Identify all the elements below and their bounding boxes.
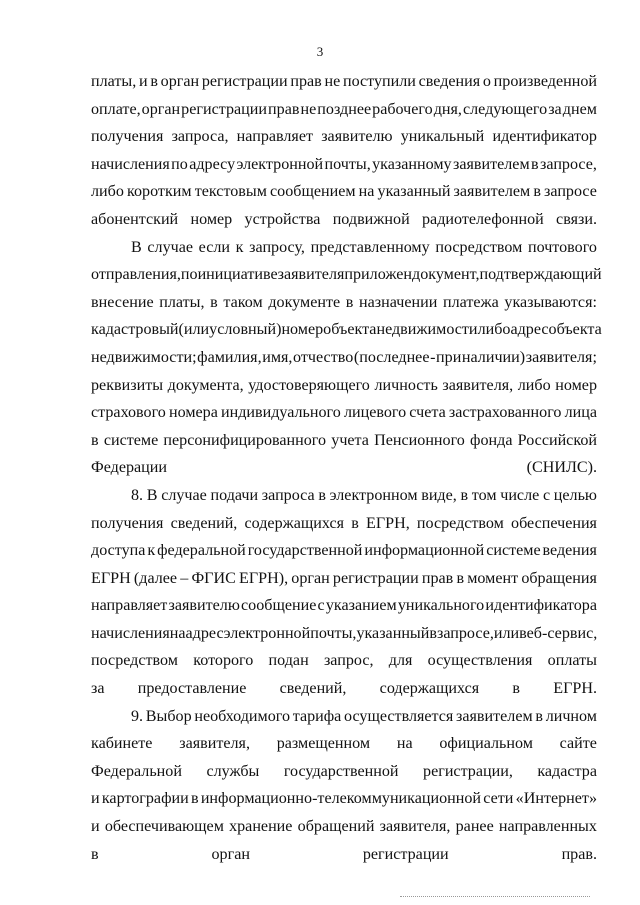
word: в — [345, 293, 354, 311]
word: документе — [268, 293, 341, 311]
word: 8. — [131, 486, 144, 504]
text-line: Федерации (СНИЛС). — [91, 459, 597, 477]
text-line — [91, 316, 602, 344]
word: либо — [517, 376, 551, 394]
word: в — [190, 790, 199, 808]
word: заявителя, — [379, 818, 451, 836]
word: подтверждающий — [479, 266, 602, 284]
word: дня, — [433, 100, 462, 118]
word: недвижимости; — [91, 348, 197, 366]
word: удостоверяющего — [248, 376, 370, 394]
text-line — [91, 427, 597, 455]
word: указанием — [325, 597, 397, 615]
word: сети — [483, 790, 514, 808]
word: на — [396, 735, 413, 753]
scan-edge-marks — [400, 896, 590, 899]
word: представленному — [310, 238, 430, 256]
word: ФГИС — [191, 569, 236, 587]
word: таком — [223, 293, 263, 311]
word: заявителя, — [179, 735, 250, 753]
word: информационной — [364, 542, 485, 560]
word: осуществляется — [344, 707, 454, 725]
word: кадастра — [537, 762, 597, 780]
text-line — [91, 399, 597, 427]
word: оплаты — [547, 652, 597, 670]
word: имя, — [262, 348, 293, 366]
text-line — [91, 178, 597, 206]
word: заявителю — [168, 597, 240, 615]
word: страхового — [91, 404, 166, 422]
word: (или — [178, 321, 210, 339]
word: в — [429, 624, 437, 642]
word: орган — [160, 73, 200, 90]
word: заявителя; — [525, 348, 597, 366]
word: запрос, — [323, 652, 374, 670]
word: Пенсионного — [374, 431, 465, 449]
word: застрахованного — [448, 404, 562, 422]
word: и — [91, 790, 100, 808]
word: условный) — [209, 321, 282, 339]
word: указанный — [377, 183, 451, 201]
word: за — [548, 100, 562, 118]
word: заявителя — [277, 266, 345, 284]
word: и — [138, 73, 148, 90]
text-line — [91, 234, 597, 262]
word: регистрации, — [423, 762, 513, 780]
word: учета — [331, 431, 369, 449]
text-line: за предоставление сведений, содержащихся в ЕГРН. — [91, 680, 597, 698]
word: в — [150, 73, 158, 90]
word: идентификатор — [492, 128, 597, 146]
word: электронной — [236, 155, 324, 173]
word: том — [471, 486, 497, 504]
text-line — [91, 730, 597, 758]
word: платы, — [159, 293, 205, 311]
word: указанному — [372, 155, 452, 173]
word: текстовым — [194, 183, 267, 201]
word: почтового — [527, 238, 597, 256]
word: орган — [291, 569, 330, 587]
word: кадастровый — [91, 321, 179, 339]
word: адрес — [185, 624, 224, 642]
word: хранение — [229, 818, 293, 836]
word: о — [482, 73, 491, 90]
word: в — [531, 155, 539, 173]
word: объекта — [548, 321, 602, 339]
text-line — [91, 647, 597, 675]
word: размещенном — [276, 735, 371, 753]
word: документ, — [412, 266, 480, 284]
word: электронном — [329, 486, 418, 504]
word: или — [493, 624, 520, 642]
word: – — [180, 569, 189, 587]
word: для — [388, 652, 413, 670]
word: регистрации — [201, 73, 288, 90]
word: направляет — [236, 128, 314, 146]
word: в — [533, 183, 541, 201]
word: В — [146, 486, 158, 504]
word: в — [460, 486, 469, 504]
word: указываются: — [504, 293, 597, 311]
word: государственной — [247, 542, 363, 560]
word: отправления, — [91, 266, 181, 284]
word: ведения — [542, 542, 597, 560]
word: целью — [553, 486, 597, 504]
text-line: абонентский номер устройства подвижной радиотелефонной связи. — [91, 210, 597, 228]
word: внесение — [91, 293, 154, 311]
paragraph-1 — [91, 68, 597, 234]
text-line — [91, 482, 597, 510]
word: на — [169, 624, 186, 642]
word: лицевого — [343, 404, 407, 422]
word: произведенной — [493, 73, 597, 90]
text-line — [91, 68, 597, 96]
word: личном — [545, 707, 597, 725]
word: ЕГРН, — [365, 514, 410, 532]
word: запросу, — [249, 238, 305, 256]
word: осуществления — [427, 652, 533, 670]
word: наличии) — [461, 348, 526, 366]
word: при — [436, 348, 462, 366]
word: оплате, — [91, 100, 141, 118]
word: виде, — [421, 486, 457, 504]
word: и — [91, 818, 100, 836]
word: документа, — [167, 376, 244, 394]
word: В — [131, 238, 142, 256]
page-number: 3 — [316, 44, 324, 59]
word: не — [300, 100, 317, 118]
word: счета — [409, 404, 446, 422]
word: днем — [562, 100, 597, 118]
word: доступа — [91, 542, 146, 560]
word: запросе, — [436, 624, 494, 642]
text-line — [91, 592, 597, 620]
word: почты, — [324, 155, 371, 173]
word: случае — [147, 238, 194, 256]
word: платежа — [442, 293, 499, 311]
word: ЕГРН), — [239, 569, 289, 587]
word: заявителем — [453, 183, 531, 201]
word: Российской — [517, 431, 597, 449]
word: 9. — [131, 707, 144, 725]
word: регистрации — [181, 100, 267, 118]
text-line — [91, 703, 597, 731]
word: системе — [103, 431, 159, 449]
word: назначении — [359, 293, 438, 311]
word: следующего — [463, 100, 548, 118]
word: направляет — [91, 597, 168, 615]
text-line — [91, 813, 597, 841]
text-line — [91, 151, 597, 179]
word: системе — [486, 542, 541, 560]
text-line — [91, 510, 597, 538]
word: прав — [421, 569, 454, 587]
document-body — [91, 68, 602, 868]
word: поступили — [342, 73, 416, 90]
word: по — [171, 155, 188, 173]
word: в — [91, 431, 99, 449]
word: регистрации — [332, 569, 419, 587]
word: федеральной — [157, 542, 246, 560]
word: сайте — [559, 735, 597, 753]
word: в — [535, 707, 543, 725]
text-line — [91, 344, 597, 372]
word: запросе — [544, 183, 597, 201]
word: заявителя, — [442, 376, 514, 394]
word: необходимого — [194, 707, 291, 725]
word: кабинете — [91, 735, 153, 753]
text-line — [91, 289, 597, 317]
word: сведения — [418, 73, 481, 90]
paragraph-2 — [91, 234, 602, 482]
word: службы — [206, 762, 260, 780]
word: указанный — [356, 624, 430, 642]
word: прав — [290, 73, 322, 90]
word: либо — [477, 321, 511, 339]
word: фамилия, — [197, 348, 262, 366]
word: недвижимости — [376, 321, 478, 339]
word: с — [542, 486, 551, 504]
word: объекта — [323, 321, 377, 339]
word: картографии — [101, 790, 189, 808]
text-line — [91, 537, 597, 565]
word: сообщение — [241, 597, 317, 615]
word: адрес — [510, 321, 549, 339]
word: ЕГРН — [91, 569, 131, 587]
word: запроса, — [171, 128, 229, 146]
word: запроса — [261, 486, 315, 504]
paragraph-3 — [91, 482, 597, 703]
text-line — [91, 620, 597, 648]
word: сведений, — [170, 514, 238, 532]
word: подачи — [210, 486, 259, 504]
paragraph-4 — [91, 703, 597, 869]
text-line: в орган регистрации прав. — [91, 845, 597, 863]
word: запросе, — [540, 155, 597, 173]
word: номер — [555, 376, 597, 394]
word: начисления — [91, 624, 170, 642]
word: индивидуального — [220, 404, 341, 422]
text-line — [91, 785, 597, 813]
text-line — [91, 96, 597, 124]
word: государственной — [283, 762, 399, 780]
word: инициативе — [197, 266, 278, 284]
word: направленных — [498, 818, 597, 836]
word: веб-сервис, — [519, 624, 598, 642]
word: приложен — [344, 266, 413, 284]
word: заявителем — [456, 707, 533, 725]
word: прав — [268, 100, 300, 118]
word: в — [456, 569, 465, 587]
word: - — [430, 348, 436, 366]
word: числе — [500, 486, 540, 504]
word: позднее — [317, 100, 372, 118]
word: не — [324, 73, 341, 90]
word: личность — [374, 376, 438, 394]
word: заявителю — [321, 128, 393, 146]
word: тарифа — [292, 707, 342, 725]
word: момент — [467, 569, 519, 587]
word: посредством — [416, 514, 504, 532]
text-line — [91, 261, 602, 289]
word: с — [317, 597, 325, 615]
word: уникальный — [400, 128, 485, 146]
word: идентификатора — [485, 597, 597, 615]
word: номера — [168, 404, 218, 422]
word: заявителем — [452, 155, 530, 173]
text-line — [91, 565, 597, 593]
word: в — [210, 293, 218, 311]
word: получения — [91, 128, 164, 146]
word: адресу — [189, 155, 236, 173]
word: в — [351, 514, 359, 532]
word: Выбор — [145, 707, 192, 725]
word: сообщением — [270, 183, 356, 201]
word: на — [358, 183, 375, 201]
word: фонда — [470, 431, 513, 449]
word: коротким — [127, 183, 192, 201]
word: рабочего — [372, 100, 433, 118]
word: номер — [281, 321, 324, 339]
word: официальном — [439, 735, 533, 753]
word: информационно-телекоммуникационной — [200, 790, 482, 808]
word: (далее — [133, 569, 178, 587]
word: если — [198, 238, 231, 256]
word: «Интернет» — [515, 790, 597, 808]
word: посредством — [435, 238, 523, 256]
word: случае — [161, 486, 207, 504]
word: которого — [193, 652, 254, 670]
word: к — [147, 542, 156, 560]
word: к — [235, 238, 244, 256]
word: обеспечения — [511, 514, 597, 532]
word: получения — [91, 514, 164, 532]
word: посредством — [91, 652, 178, 670]
word: электронной — [223, 624, 311, 642]
word: в — [318, 486, 326, 504]
word: начисления — [91, 155, 170, 173]
word: обращения — [521, 569, 597, 587]
word: лица — [564, 404, 597, 422]
word: обращений — [297, 818, 375, 836]
text-line — [91, 372, 597, 400]
word: подан — [268, 652, 309, 670]
word: ранее — [455, 818, 494, 836]
word: либо — [91, 183, 124, 201]
word: обеспечивающем — [104, 818, 224, 836]
word: персонифицированного — [163, 431, 327, 449]
word: орган — [141, 100, 181, 118]
word: отчество — [293, 348, 354, 366]
word: содержащихся — [244, 514, 345, 532]
word: почты, — [310, 624, 357, 642]
word: реквизиты — [91, 376, 164, 394]
text-line — [91, 758, 597, 786]
word: платы, — [91, 73, 137, 90]
word: по — [180, 266, 198, 284]
word: (последнее — [353, 348, 430, 366]
word: Федеральной — [91, 762, 182, 780]
text-line — [91, 123, 597, 151]
word: уникального — [397, 597, 485, 615]
